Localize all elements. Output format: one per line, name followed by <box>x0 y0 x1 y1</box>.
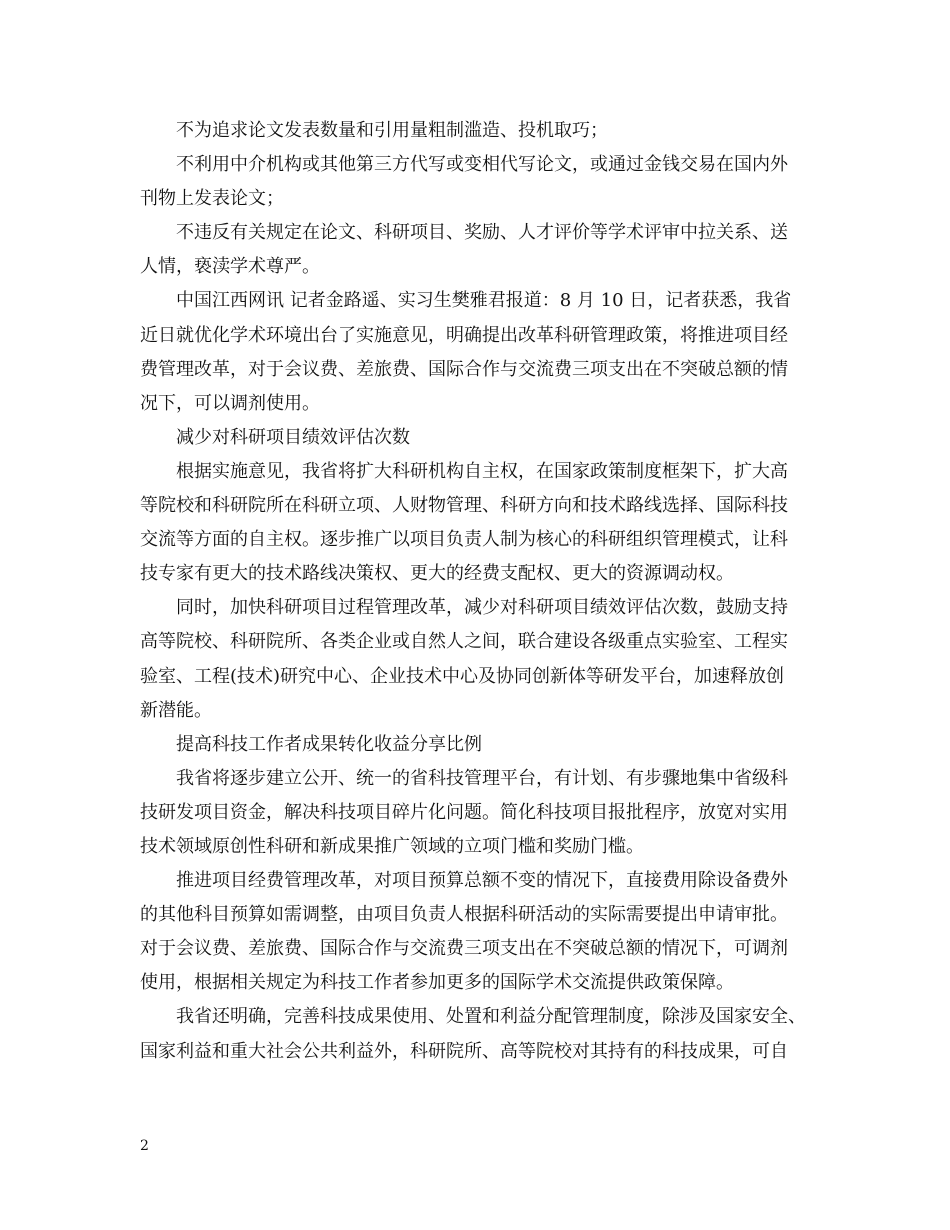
text-line: 交流等方面的自主权。逐步推广以项目负责人制为核心的科研组织管理模式，让科 <box>140 529 788 551</box>
document-body <box>140 114 820 1069</box>
text-line: 推进项目经费管理改革，对项目预算总额不变的情况下，直接费用除设备费外 <box>176 870 788 892</box>
text-line: 新潜能。 <box>140 699 212 721</box>
text-line: 我省将逐步建立公开、统一的省科技管理平台，有计划、有步骤地集中省级科 <box>176 767 788 789</box>
text-line: 人情，亵渎学术尊严。 <box>140 256 320 278</box>
text-line: 刊物上发表论文； <box>140 188 284 210</box>
text-line: 的其他科目预算如需调整，由项目负责人根据科研活动的实际需要提出申请审批。 <box>140 904 788 926</box>
text-line: 技研发项目资金，解决科技项目碎片化问题。简化科技项目报批程序，放宽对实用 <box>140 801 788 823</box>
text-line: 况下，可以调剂使用。 <box>140 392 320 414</box>
text-line: 不为追求论文发表数量和引用量粗制滥造、投机取巧； <box>176 120 608 141</box>
text-line: 对于会议费、差旅费、国际合作与交流费三项支出在不突破总额的情况下，可调剂 <box>140 938 788 960</box>
text-line: 提高科技工作者成果转化收益分享比例 <box>176 733 482 755</box>
text-line: 国家利益和重大社会公共利益外，科研院所、高等院校对其持有的科技成果，可自 <box>140 1040 788 1062</box>
page-number: 2 <box>140 1138 149 1154</box>
text-line: 我省还明确，完善科技成果使用、处置和利益分配管理制度，除涉及国家安全、 <box>176 1006 806 1028</box>
text-line: 根据实施意见，我省将扩大科研机构自主权，在国家政策制度框架下，扩大高 <box>176 460 788 482</box>
text-line: 费管理改革，对于会议费、差旅费、国际合作与交流费三项支出在不突破总额的情 <box>140 358 788 380</box>
text-line: 高等院校、科研院所、各类企业或自然人之间，联合建设各级重点实验室、工程实 <box>140 631 788 653</box>
text-line: 中国江西网讯 记者金路遥、实习生樊雅君报道：8 月 10 日，记者获悉，我省 <box>176 290 792 312</box>
text-line: 不违反有关规定在论文、科研项目、奖励、人才评价等学术评审中拉关系、送 <box>176 222 788 244</box>
text-line: 技术领域原创性科研和新成果推广领域的立项门槛和奖励门槛。 <box>140 835 644 857</box>
text-line: 近日就优化学术环境出台了实施意见，明确提出改革科研管理政策，将推进项目经 <box>140 324 788 346</box>
text-line: 等院校和科研院所在科研立项、人财物管理、科研方向和技术路线选择、国际科技 <box>140 495 788 517</box>
text-line: 使用，根据相关规定为科技工作者参加更多的国际学术交流提供政策保障。 <box>140 972 734 994</box>
text-line: 不利用中介机构或其他第三方代写或变相代写论文，或通过金钱交易在国内外 <box>176 154 788 176</box>
text-line: 验室、工程(技术)研究中心、企业技术中心及协同创新体等研发平台，加速释放创 <box>140 665 785 687</box>
text-line: 减少对科研项目绩效评估次数 <box>176 426 410 448</box>
text-line: 技专家有更大的技术路线决策权、更大的经费支配权、更大的资源调动权。 <box>140 563 734 585</box>
text-line: 同时，加快科研项目过程管理改革，减少对科研项目绩效评估次数，鼓励支持 <box>176 597 788 619</box>
